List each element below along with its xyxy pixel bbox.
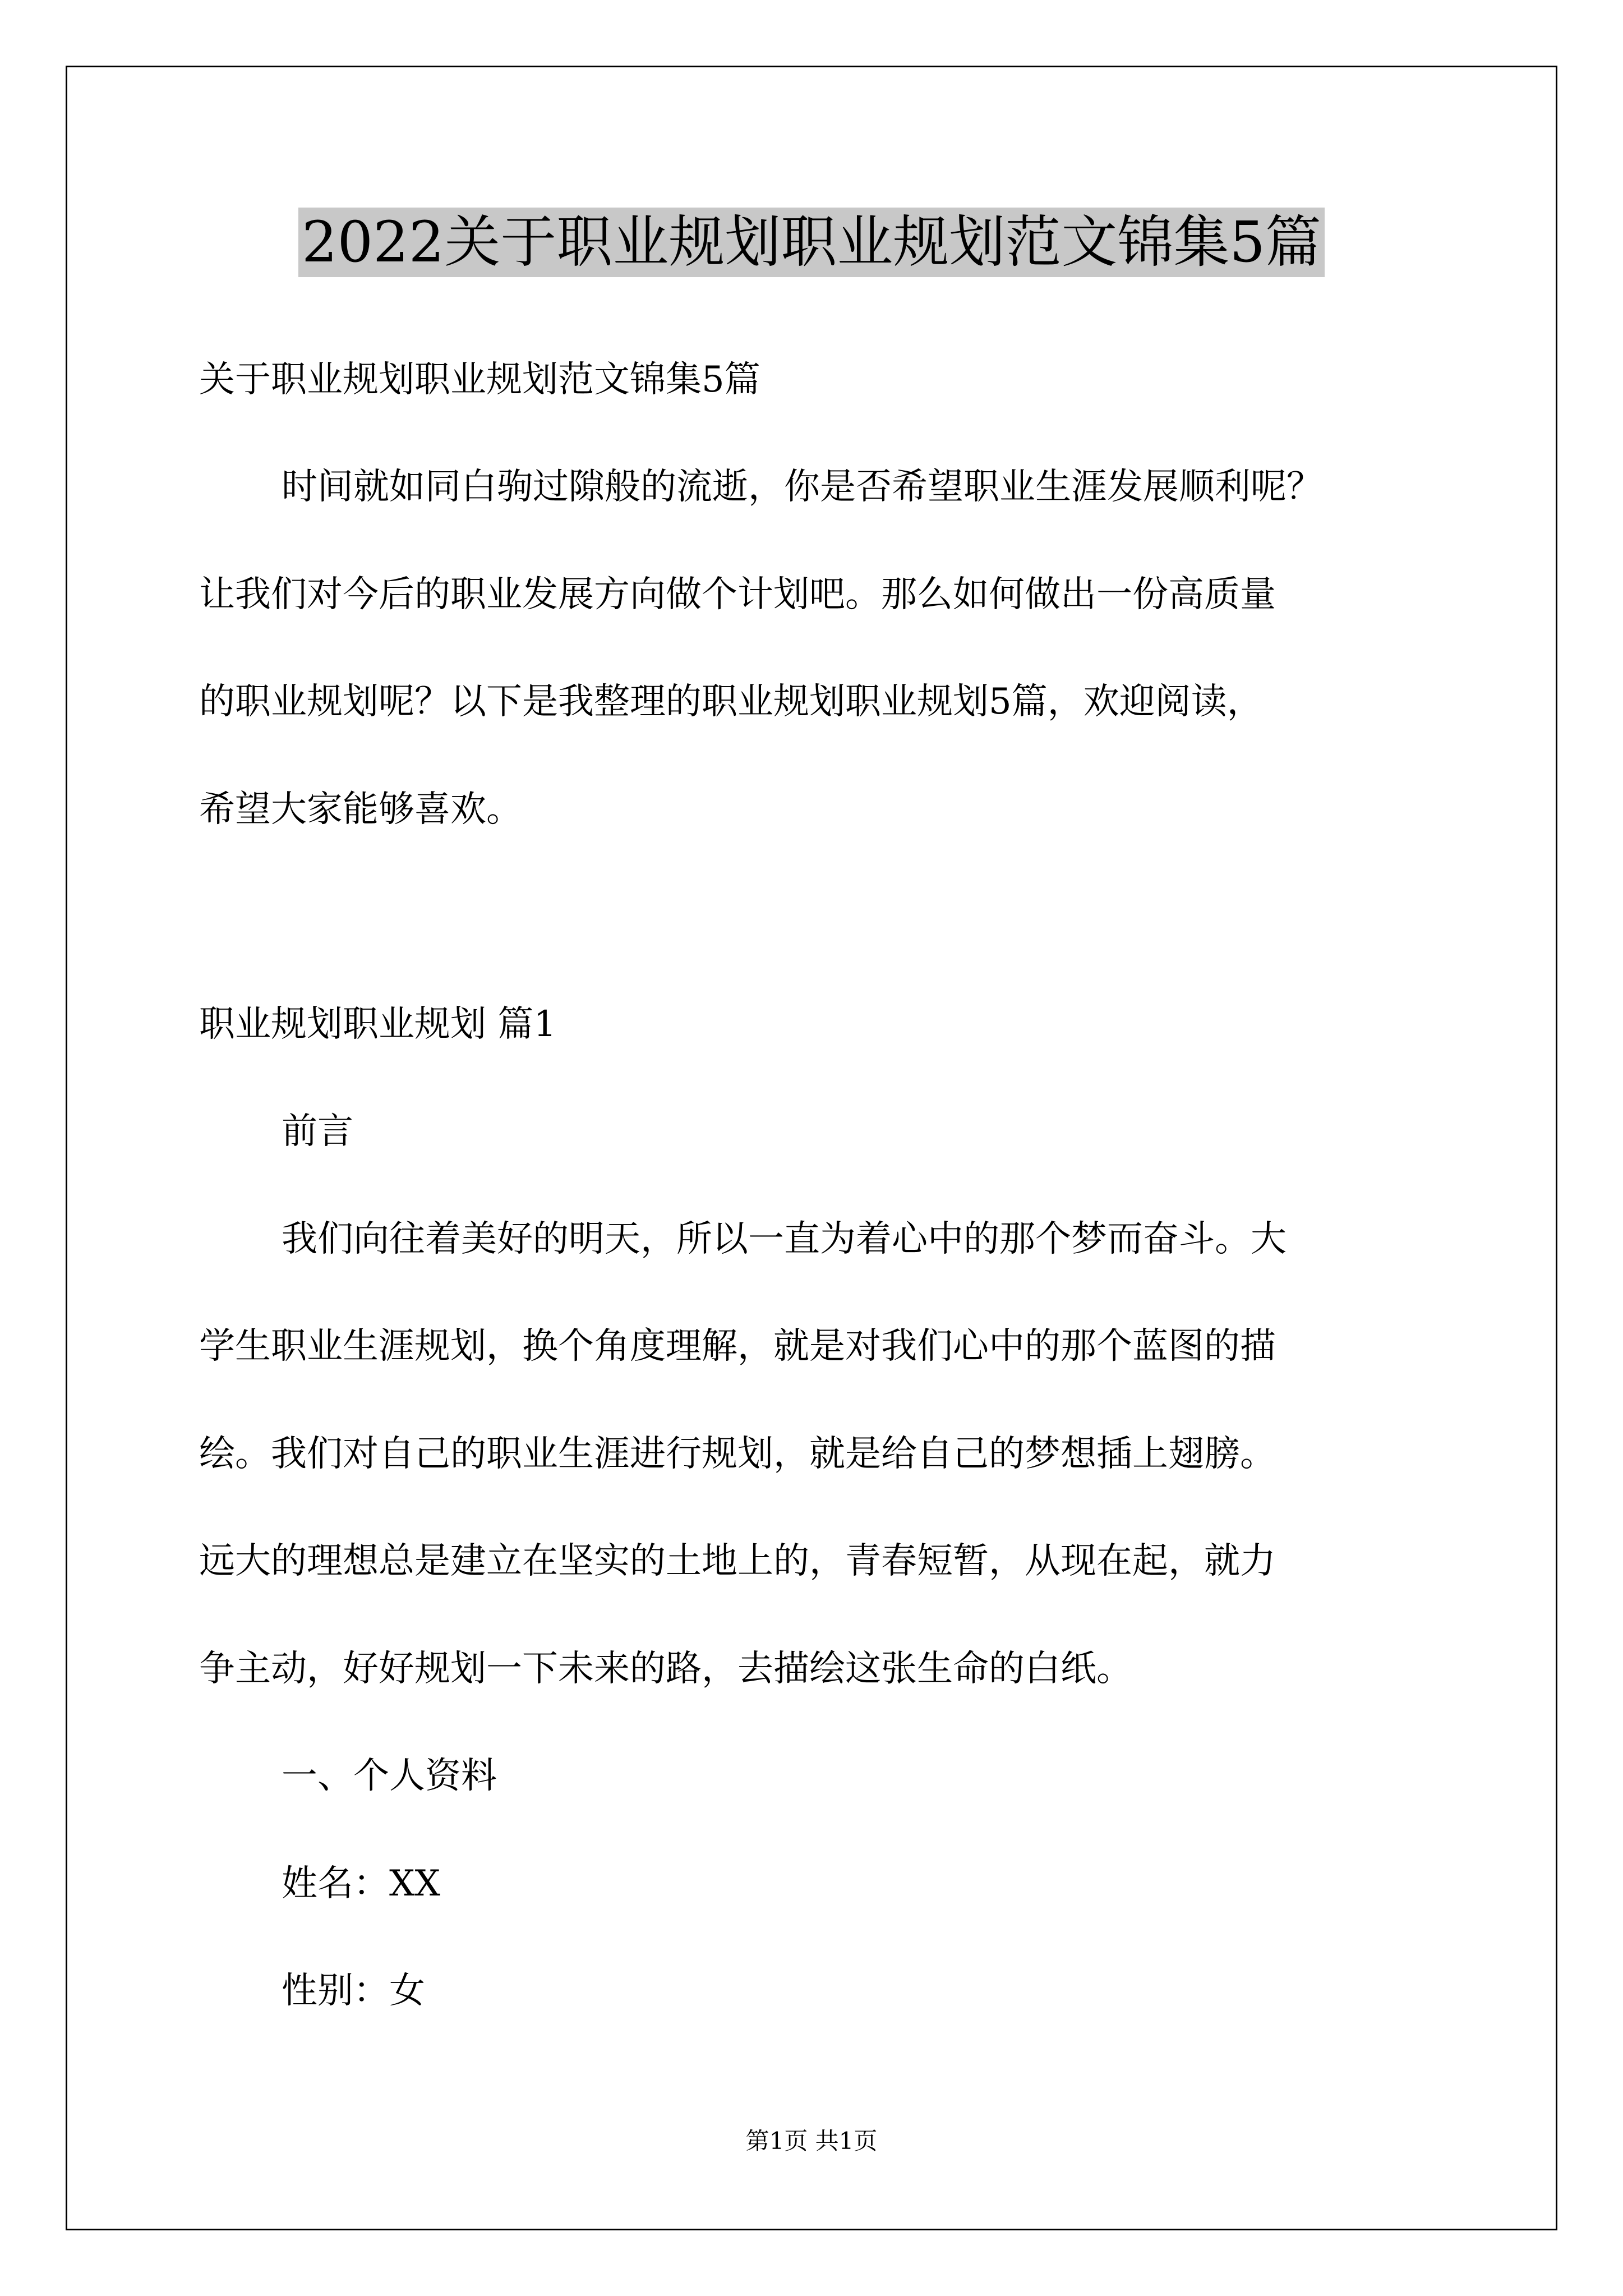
preface-line-3: 绘。我们对自己的职业生涯进行规划，就是给自己的梦想插上翅膀。 [199,1433,1276,1475]
section-heading: 职业规划职业规划 篇1 [199,1004,557,1045]
personal-info-heading: 一、个人资料 [282,1755,497,1797]
name-line: 姓名：XX [282,1863,441,1904]
preface-line-2: 学生职业生涯规划，换个角度理解，就是对我们心中的那个蓝图的描 [199,1326,1276,1367]
intro-line-2: 让我们对今后的职业发展方向做个计划吧。那么如何做出一份高质量 [199,574,1276,615]
preface-line-5: 争主动，好好规划一下未来的路，去描绘这张生命的白纸。 [199,1648,1132,1690]
intro-line-4: 希望大家能够喜欢。 [199,789,522,830]
preface-heading: 前言 [282,1111,353,1152]
document-title: 2022关于职业规划职业规划范文锦集5篇 [298,208,1325,277]
intro-line-3: 的职业规划呢？以下是我整理的职业规划职业规划5篇，欢迎阅读， [199,681,1263,723]
title-container [0,208,1623,277]
preface-line-1: 我们向往着美好的明天，所以一直为着心中的那个梦而奋斗。大 [282,1218,1287,1260]
document-subtitle: 关于职业规划职业规划范文锦集5篇 [199,359,760,401]
preface-line-4: 远大的理想总是建立在坚实的土地上的，青春短暂，从现在起，就力 [199,1540,1276,1582]
page-footer: 第1页 共1页 [745,2127,878,2155]
intro-line-1: 时间就如同白驹过隙般的流逝，你是否希望职业生涯发展顺利呢？ [282,466,1322,508]
gender-line: 性别：女 [282,1970,425,2012]
